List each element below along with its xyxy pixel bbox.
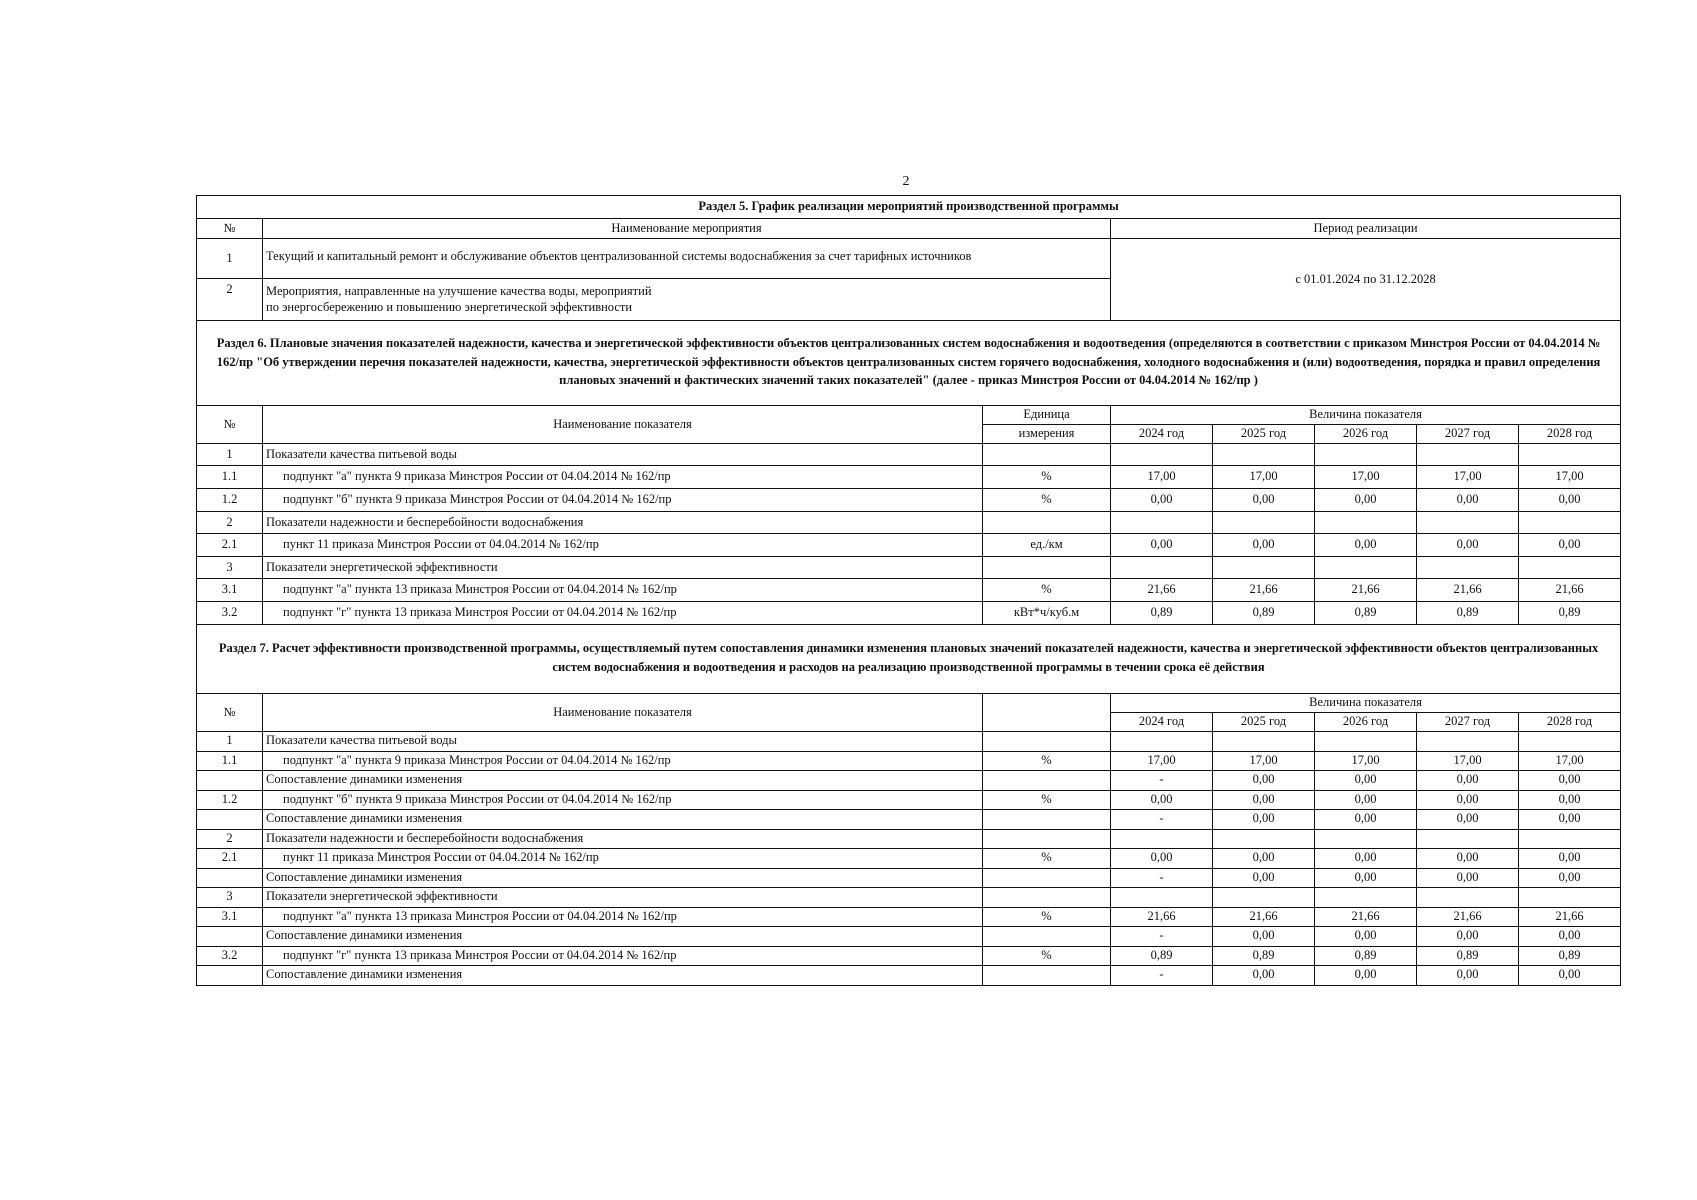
unit: % <box>983 751 1111 771</box>
unit: % <box>983 849 1111 869</box>
value-cell: 0,00 <box>1519 927 1621 947</box>
value-cell <box>1417 557 1519 579</box>
row-number: 3 <box>197 557 263 579</box>
value-cell: 17,00 <box>1417 466 1519 489</box>
value-cell: - <box>1111 927 1213 947</box>
value-cell: 0,00 <box>1213 868 1315 888</box>
indicator-name: подпункт "б" пункта 9 приказа Минстроя России от 04.04.2014 № 162/пр <box>263 790 983 810</box>
indicator-name: подпункт "а" пункта 9 приказа Минстроя России от 04.04.2014 № 162/пр <box>263 751 983 771</box>
row-number: 3.2 <box>197 946 263 966</box>
value-cell <box>1315 444 1417 466</box>
table-row <box>197 489 1621 512</box>
value-cell <box>1519 444 1621 466</box>
value-cell: - <box>1111 810 1213 830</box>
value-cell: 0,89 <box>1213 602 1315 625</box>
value-cell: 0,00 <box>1315 927 1417 947</box>
value-cell: 0,00 <box>1417 790 1519 810</box>
indicator-name: Показатели качества питьевой воды <box>263 732 983 752</box>
indicator-name: Показатели энергетической эффективности <box>263 557 983 579</box>
section5-col-no: № <box>197 219 263 239</box>
row-number: 1.2 <box>197 489 263 512</box>
value-cell: 0,00 <box>1315 489 1417 512</box>
table-row <box>197 579 1621 602</box>
value-cell: 0,00 <box>1213 489 1315 512</box>
value-cell <box>1315 829 1417 849</box>
value-cell: 0,00 <box>1213 849 1315 869</box>
unit <box>983 888 1111 908</box>
section5-row2-name-line2: по энергосбережению и повышению энергетической эффективности <box>266 299 633 314</box>
row-number <box>197 810 263 830</box>
value-cell <box>1213 512 1315 534</box>
value-cell: 0,89 <box>1417 946 1519 966</box>
value-cell <box>1417 512 1519 534</box>
value-cell <box>1111 444 1213 466</box>
section6-col-no: № <box>197 406 263 444</box>
value-cell: 0,00 <box>1213 771 1315 791</box>
row-number: 1 <box>197 444 263 466</box>
unit <box>983 732 1111 752</box>
indicator-name: подпункт "г" пункта 13 приказа Минстроя России от 04.04.2014 № 162/пр <box>263 602 983 625</box>
document-sheet <box>196 195 1620 986</box>
value-cell: 0,89 <box>1315 946 1417 966</box>
row-number: 3 <box>197 888 263 908</box>
unit: % <box>983 907 1111 927</box>
value-cell <box>1111 888 1213 908</box>
value-cell <box>1417 444 1519 466</box>
unit <box>983 966 1111 986</box>
table-row <box>197 512 1621 534</box>
value-cell <box>1417 829 1519 849</box>
section6-col-unit-line2: измерения <box>983 425 1111 444</box>
value-cell: 0,00 <box>1519 790 1621 810</box>
indicator-name: подпункт "а" пункта 9 приказа Минстроя России от 04.04.2014 № 162/пр <box>263 466 983 489</box>
row-number <box>197 966 263 986</box>
section5-row1-name: Текущий и капитальный ремонт и обслуживание объектов централизованной системы водоснабжения за счет тарифных источников <box>263 239 1111 279</box>
value-cell: 17,00 <box>1519 466 1621 489</box>
section7-col-no: № <box>197 694 263 732</box>
section5-row2-name-line1: Мероприятия, направленные на улучшение качества воды, мероприятий <box>266 283 652 298</box>
indicator-name: Показатели энергетической эффективности <box>263 888 983 908</box>
unit <box>983 771 1111 791</box>
table-row <box>197 444 1621 466</box>
value-cell: 0,00 <box>1315 849 1417 869</box>
section7-year-2028: 2028 год <box>1519 713 1621 732</box>
table-row <box>197 751 1621 771</box>
value-cell <box>1213 557 1315 579</box>
value-cell: 0,00 <box>1417 966 1519 986</box>
value-cell: 0,00 <box>1417 927 1519 947</box>
unit <box>983 868 1111 888</box>
row-number: 2 <box>197 512 263 534</box>
section7-body <box>197 732 1621 986</box>
unit <box>983 444 1111 466</box>
row-number: 1.1 <box>197 751 263 771</box>
value-cell: 17,00 <box>1417 751 1519 771</box>
value-cell: 21,66 <box>1519 579 1621 602</box>
value-cell: 17,00 <box>1519 751 1621 771</box>
value-cell: - <box>1111 771 1213 791</box>
indicator-name: подпункт "б" пункта 9 приказа Минстроя России от 04.04.2014 № 162/пр <box>263 489 983 512</box>
value-cell: 0,00 <box>1519 810 1621 830</box>
value-cell <box>1417 888 1519 908</box>
table-row <box>197 888 1621 908</box>
page-number: 2 <box>902 174 910 189</box>
section6-col-value: Величина показателя <box>1111 406 1621 425</box>
table-row <box>197 602 1621 625</box>
value-cell: 0,00 <box>1519 771 1621 791</box>
section5-col-name: Наименование мероприятия <box>263 219 1111 239</box>
value-cell: 0,00 <box>1315 771 1417 791</box>
row-number: 2.1 <box>197 534 263 557</box>
value-cell <box>1111 512 1213 534</box>
value-cell: 21,66 <box>1111 579 1213 602</box>
value-cell: 17,00 <box>1213 466 1315 489</box>
value-cell: 0,00 <box>1315 534 1417 557</box>
value-cell: 0,00 <box>1111 489 1213 512</box>
section7-col-value: Величина показателя <box>1111 694 1621 713</box>
indicator-name: Показатели надежности и бесперебойности водоснабжения <box>263 829 983 849</box>
value-cell: 0,00 <box>1213 966 1315 986</box>
unit: % <box>983 790 1111 810</box>
value-cell: 0,00 <box>1519 868 1621 888</box>
section5-row1-no: 1 <box>197 239 263 279</box>
value-cell: - <box>1111 966 1213 986</box>
row-number <box>197 868 263 888</box>
table-row <box>197 810 1621 830</box>
value-cell: 21,66 <box>1213 579 1315 602</box>
value-cell: 17,00 <box>1111 751 1213 771</box>
unit <box>983 927 1111 947</box>
row-number: 1 <box>197 732 263 752</box>
row-number: 2.1 <box>197 849 263 869</box>
value-cell: 0,89 <box>1519 946 1621 966</box>
value-cell <box>1213 829 1315 849</box>
value-cell <box>1519 512 1621 534</box>
row-number <box>197 927 263 947</box>
section5-col-period: Период реализации <box>1111 219 1621 239</box>
value-cell: 0,89 <box>1111 946 1213 966</box>
table-row <box>197 557 1621 579</box>
unit <box>983 557 1111 579</box>
unit: % <box>983 579 1111 602</box>
value-cell: 0,00 <box>1315 790 1417 810</box>
indicator-name: пункт 11 приказа Минстроя России от 04.04.2014 № 162/пр <box>263 849 983 869</box>
unit: % <box>983 489 1111 512</box>
table-row <box>197 927 1621 947</box>
table-row <box>197 829 1621 849</box>
section6-col-unit-line1: Единица <box>983 406 1111 425</box>
value-cell: 0,89 <box>1213 946 1315 966</box>
indicator-name: Показатели надежности и бесперебойности водоснабжения <box>263 512 983 534</box>
section7-year-2025: 2025 год <box>1213 713 1315 732</box>
section7-year-2024: 2024 год <box>1111 713 1213 732</box>
unit <box>983 810 1111 830</box>
table-row <box>197 790 1621 810</box>
table-row <box>197 732 1621 752</box>
section5-row2-name <box>263 279 1111 321</box>
value-cell: - <box>1111 868 1213 888</box>
main-table <box>196 195 1621 986</box>
table-row <box>197 534 1621 557</box>
value-cell: 21,66 <box>1417 907 1519 927</box>
indicator-name: пункт 11 приказа Минстроя России от 04.04.2014 № 162/пр <box>263 534 983 557</box>
table-row <box>197 868 1621 888</box>
indicator-name: Сопоставление динамики изменения <box>263 966 983 986</box>
row-number: 2 <box>197 829 263 849</box>
value-cell: 0,00 <box>1519 849 1621 869</box>
section7-year-2027: 2027 год <box>1417 713 1519 732</box>
indicator-name: подпункт "а" пункта 13 приказа Минстроя России от 04.04.2014 № 162/пр <box>263 579 983 602</box>
value-cell: 21,66 <box>1111 907 1213 927</box>
value-cell <box>1315 888 1417 908</box>
value-cell: 0,00 <box>1315 868 1417 888</box>
table-row <box>197 907 1621 927</box>
value-cell: 21,66 <box>1315 579 1417 602</box>
section7-table <box>197 694 1621 732</box>
value-cell: 0,00 <box>1417 489 1519 512</box>
section6-body <box>197 444 1621 625</box>
value-cell: 0,00 <box>1417 868 1519 888</box>
table-row <box>197 966 1621 986</box>
value-cell <box>1519 888 1621 908</box>
section7-col-name: Наименование показателя <box>263 694 983 732</box>
indicator-name: подпункт "а" пункта 13 приказа Минстроя России от 04.04.2014 № 162/пр <box>263 907 983 927</box>
table-row <box>197 946 1621 966</box>
value-cell: 0,00 <box>1213 927 1315 947</box>
section7-year-2026: 2026 год <box>1315 713 1417 732</box>
value-cell <box>1111 829 1213 849</box>
value-cell: 0,00 <box>1519 534 1621 557</box>
indicator-name: Сопоставление динамики изменения <box>263 771 983 791</box>
value-cell: 0,00 <box>1315 810 1417 830</box>
unit: кВт*ч/куб.м <box>983 602 1111 625</box>
table-row <box>197 771 1621 791</box>
value-cell: 0,00 <box>1315 966 1417 986</box>
row-number: 1.2 <box>197 790 263 810</box>
indicator-name: Сопоставление динамики изменения <box>263 868 983 888</box>
value-cell: 17,00 <box>1315 751 1417 771</box>
value-cell: 0,00 <box>1213 534 1315 557</box>
section5-title: Раздел 5. График реализации мероприятий производственной программы <box>197 196 1621 219</box>
row-number <box>197 771 263 791</box>
value-cell: 17,00 <box>1213 751 1315 771</box>
row-number: 3.2 <box>197 602 263 625</box>
value-cell <box>1315 557 1417 579</box>
value-cell: 21,66 <box>1315 907 1417 927</box>
section6-year-2026: 2026 год <box>1315 425 1417 444</box>
value-cell: 21,66 <box>1519 907 1621 927</box>
value-cell <box>1111 732 1213 752</box>
value-cell: 17,00 <box>1111 466 1213 489</box>
value-cell: 0,89 <box>1519 602 1621 625</box>
section6-year-2024: 2024 год <box>1111 425 1213 444</box>
section7-col-unit <box>983 694 1111 732</box>
indicator-name: Сопоставление динамики изменения <box>263 927 983 947</box>
value-cell <box>1213 732 1315 752</box>
value-cell: 0,00 <box>1417 810 1519 830</box>
row-number: 3.1 <box>197 907 263 927</box>
section5-row2-no: 2 <box>197 279 263 321</box>
unit <box>983 829 1111 849</box>
value-cell: 0,00 <box>1111 849 1213 869</box>
value-cell <box>1213 888 1315 908</box>
row-number: 3.1 <box>197 579 263 602</box>
value-cell <box>1315 732 1417 752</box>
value-cell: 21,66 <box>1213 907 1315 927</box>
value-cell <box>1111 557 1213 579</box>
value-cell: 0,89 <box>1417 602 1519 625</box>
value-cell: 0,00 <box>1213 810 1315 830</box>
table-row <box>197 466 1621 489</box>
value-cell: 0,00 <box>1519 489 1621 512</box>
section6-year-2025: 2025 год <box>1213 425 1315 444</box>
section6-year-2028: 2028 год <box>1519 425 1621 444</box>
value-cell: 0,00 <box>1417 534 1519 557</box>
value-cell: 0,00 <box>1417 771 1519 791</box>
indicator-name: Сопоставление динамики изменения <box>263 810 983 830</box>
section5-table <box>197 196 1621 321</box>
value-cell: 0,00 <box>1213 790 1315 810</box>
table-row <box>197 849 1621 869</box>
value-cell <box>1213 444 1315 466</box>
unit: % <box>983 466 1111 489</box>
value-cell <box>1315 512 1417 534</box>
section7-title: Раздел 7. Расчет эффективности производственной программы, осуществляемый путем сопоставления динамики изменения плановых значений показателей надежности, качества и энергетической эффективности объектов централизованных систем водоснабжения и водоотведения и расходов на реализацию производственной программы в течении срока её действия <box>197 625 1621 694</box>
indicator-name: подпункт "г" пункта 13 приказа Минстроя России от 04.04.2014 № 162/пр <box>263 946 983 966</box>
indicator-name: Показатели качества питьевой воды <box>263 444 983 466</box>
unit <box>983 512 1111 534</box>
value-cell <box>1519 829 1621 849</box>
value-cell <box>1519 732 1621 752</box>
row-number: 1.1 <box>197 466 263 489</box>
section6-year-2027: 2027 год <box>1417 425 1519 444</box>
unit: ед./км <box>983 534 1111 557</box>
unit: % <box>983 946 1111 966</box>
section5-period: с 01.01.2024 по 31.12.2028 <box>1111 239 1621 321</box>
value-cell: 0,00 <box>1111 790 1213 810</box>
section6-title: Раздел 6. Плановые значения показателей надежности, качества и энергетической эффективности объектов централизованных систем водоснабжения и водоотведения (определяются в соответствии с приказом Минстроя России от 04.04.2014 № 162/пр "Об утверждении перечня показателей надежности, качества, энергетической эффективности объектов централизованных систем горячего водоснабжения, холодного водоснабжения и (или) водоотведения, порядка и правил определения плановых значений и фактических значений таких показателей" (далее - приказ Минстроя России от 04.04.2014 № 162/пр ) <box>197 321 1621 406</box>
value-cell <box>1519 557 1621 579</box>
section6-col-name: Наименование показателя <box>263 406 983 444</box>
section6-table <box>197 406 1621 444</box>
value-cell: 0,89 <box>1111 602 1213 625</box>
value-cell: 21,66 <box>1417 579 1519 602</box>
value-cell: 0,00 <box>1519 966 1621 986</box>
value-cell <box>1417 732 1519 752</box>
value-cell: 0,00 <box>1417 849 1519 869</box>
value-cell: 17,00 <box>1315 466 1417 489</box>
value-cell: 0,00 <box>1111 534 1213 557</box>
value-cell: 0,89 <box>1315 602 1417 625</box>
